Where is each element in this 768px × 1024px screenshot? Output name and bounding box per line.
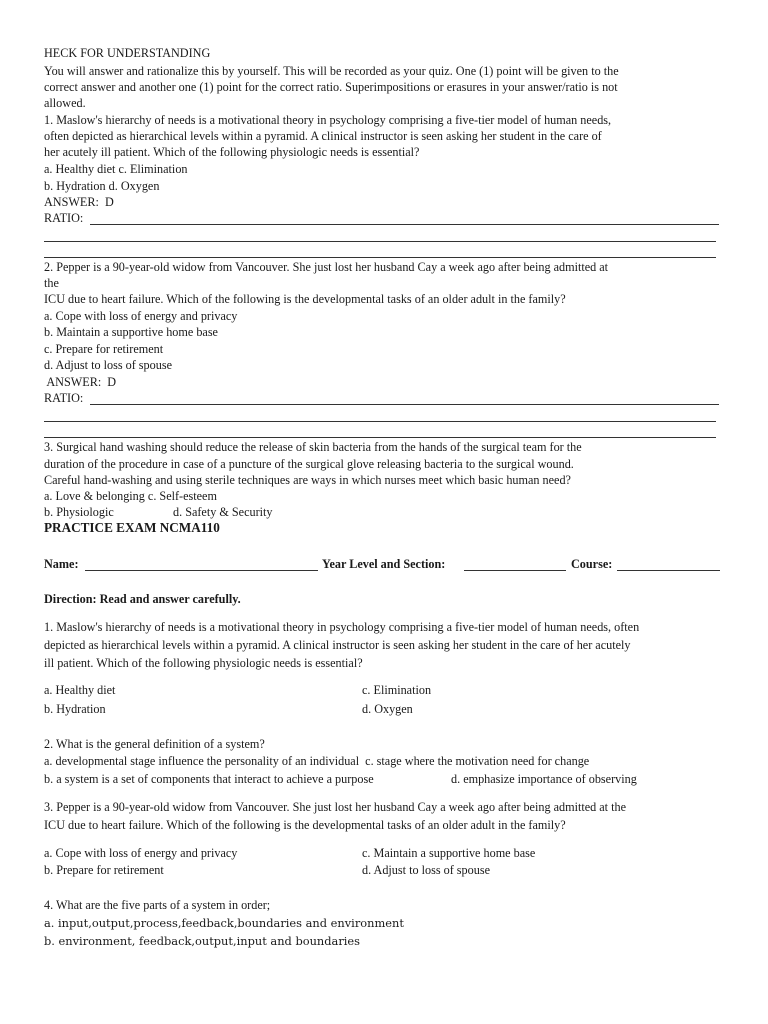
choice-line: d. Adjust to loss of spouse [44,358,172,372]
question-text: 4. What are the five parts of a system in order; [44,898,271,912]
direction-text: Direction: Read and answer carefully. [44,592,241,606]
ratio-line [44,421,716,422]
question-text: the [44,276,59,290]
ratio-label: RATIO: [44,211,84,225]
year-section-label: Year Level and Section: [322,557,446,571]
year-section-field[interactable] [464,570,566,571]
answer-label: ANSWER: D [44,195,114,209]
ratio-line [44,257,716,258]
question-text: 1. Maslow's hierarchy of needs is a motivational theory in psychology comprising a five-tier model of human needs, often [44,620,640,634]
choice-line: b. Physiologic [44,505,114,519]
choice-b: b. Prepare for retirement [44,863,164,877]
section-heading: HECK FOR UNDERSTANDING [44,46,211,60]
choice-a: a. input,output,process,feedback,boundaries and environment [44,916,404,930]
ratio-label: RATIO: [44,391,84,405]
choice-b: b. environment, feedback,output,input and boundaries [44,934,361,948]
choice-d: d. Oxygen [362,702,413,716]
ratio-line [90,224,719,225]
ratio-line [44,437,716,438]
choice-c: c. Maintain a supportive home base [362,846,536,860]
choice-c: c. Elimination [362,683,432,697]
question-text: her acutely ill patient. Which of the following physiologic needs is essential? [44,145,420,159]
choice-line: b. Hydration d. Oxygen [44,179,160,193]
instructions-line: allowed. [44,96,86,110]
course-label: Course: [571,557,613,571]
question-text: 3. Pepper is a 90-year-old widow from Vancouver. She just lost her husband Cay a week ago after being admitted at the [44,800,627,814]
choice-line: a. Cope with loss of energy and privacy [44,309,238,323]
choice-line: a. Healthy diet c. Elimination [44,162,188,176]
choice-line: b. Maintain a supportive home base [44,325,218,339]
choice-line: a. Love & belonging c. Self-esteem [44,489,217,503]
ratio-line [44,241,716,242]
name-field[interactable] [85,570,318,571]
choice-d: d. emphasize importance of observing [451,772,637,786]
choice-a: a. Healthy diet [44,683,116,697]
question-text: Careful hand-washing and using sterile techniques are ways in which nurses meet which basic human need? [44,473,571,487]
name-label: Name: [44,557,79,571]
choice-b: b. Hydration [44,702,106,716]
choice-line: a. developmental stage influence the personality of an individual c. stage where the motivation need for change [44,754,590,768]
instructions-line: You will answer and rationalize this by yourself. This will be recorded as your quiz. One (1) point will be given to the [44,64,619,78]
question-text: ill patient. Which of the following physiologic needs is essential? [44,656,363,670]
choice-line: c. Prepare for retirement [44,342,164,356]
course-field[interactable] [617,570,720,571]
question-text: depicted as hierarchical levels within a pyramid. A clinical instructor is seen asking her student in the care of her acutely [44,638,631,652]
question-text: 1. Maslow's hierarchy of needs is a motivational theory in psychology comprising a five-tier model of human needs, [44,113,612,127]
question-text: 3. Surgical hand washing should reduce the release of skin bacteria from the hands of the surgical team for the [44,440,582,454]
question-text: 2. Pepper is a 90-year-old widow from Vancouver. She just lost her husband Cay a week ago after being admitted at [44,260,609,274]
instructions-line: correct answer and another one (1) point for the correct ratio. Superimpositions or erasures in your answer/ratio is not [44,80,618,94]
choice-a: a. Cope with loss of energy and privacy [44,846,238,860]
question-text: ICU due to heart failure. Which of the following is the developmental tasks of an older adult in the family? [44,292,566,306]
choice-d: d. Adjust to loss of spouse [362,863,490,877]
question-text: 2. What is the general definition of a system? [44,737,265,751]
question-text: ICU due to heart failure. Which of the following is the developmental tasks of an older adult in the family? [44,818,566,832]
question-text: duration of the procedure in case of a puncture of the surgical glove releasing bacteria to the surgical wound. [44,457,574,471]
choice-line: d. Safety & Security [173,505,273,519]
question-text: often depicted as hierarchical levels within a pyramid. A clinical instructor is seen asking her student in the care of [44,129,602,143]
answer-label: ANSWER: D [44,375,117,389]
choice-b: b. a system is a set of components that interact to achieve a purpose [44,772,374,786]
ratio-line [90,404,719,405]
exam-title: PRACTICE EXAM NCMA110 [44,520,220,535]
